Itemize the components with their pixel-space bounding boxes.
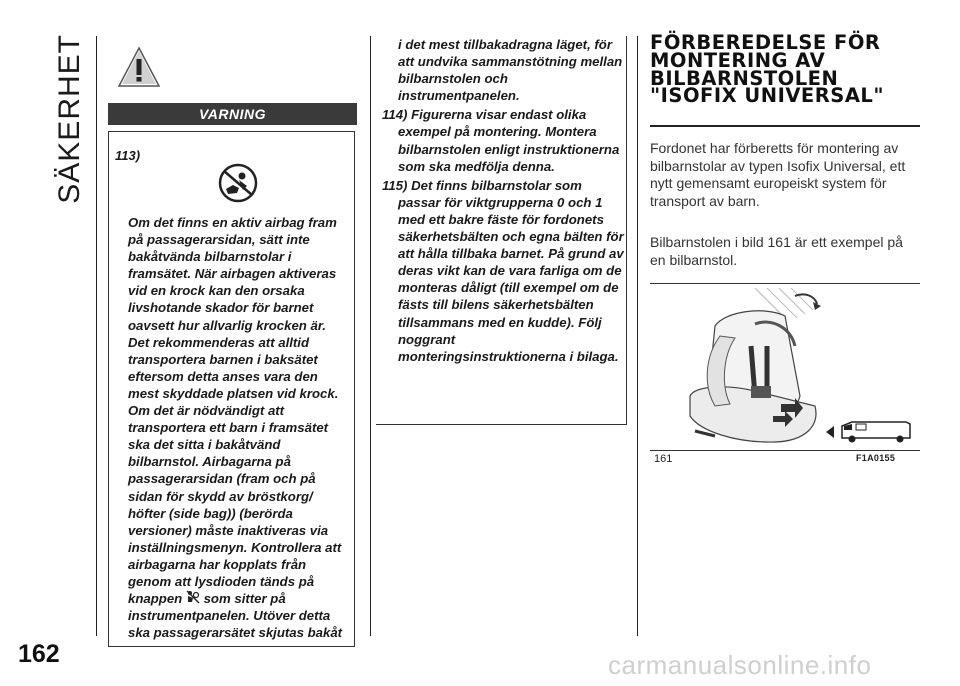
note-114 <box>382 106 624 174</box>
heading-rule <box>650 125 920 127</box>
section-title: SÄKERHET <box>53 34 86 204</box>
body-paragraph-1: Fordonet har förberetts för montering av bilbarnstolar av typen Isofix Universal, ett nytt gemensamt europeiskt system för transport av barn. <box>650 140 906 209</box>
warning-note-number: 113) <box>115 148 141 163</box>
warning-text <box>128 214 350 641</box>
warning-label: VARNING <box>108 103 357 125</box>
column-divider-2 <box>637 36 638 636</box>
note-115-text: Det finns bilbarnstolar som passar för viktgrupperna 0 och 1 med ett bakre fäste för fordonets säkerhetsbälten och egna bälten för att hålla tillbaka barnet. På grund av deras vikt kan de vara farliga om de monteras dåligt (till exempel om de fästs till bilens säkerhetsbälten tillsammans med en kudde). Följ noggrant monteringsinstruktionerna i bilaga. <box>398 177 624 364</box>
page-number: 162 <box>18 640 60 668</box>
warning-text-part2: som sitter på instrumentpanelen. Utöver detta ska passagerarsätet skjutas bakåt <box>128 591 343 641</box>
body-paragraph-2: Bilbarnstolen i bild 161 är ett exempel på en bilbarnstol. <box>650 234 903 268</box>
column-divider-1 <box>370 36 371 636</box>
margin-divider <box>96 36 97 636</box>
note-114-text: Figurerna visar endast olika exempel på montering. Montera bilbarnstolen enligt instruktionerna som ska medfölja denna. <box>398 107 620 174</box>
warning-triangle-icon <box>117 46 161 88</box>
note-continuation: i det mest tillbakadragna läget, för att undvika sammanstötning mellan bilbarnstolen och instrumentpanelen. <box>398 37 623 104</box>
note-115 <box>382 177 624 365</box>
section-tab <box>50 34 90 204</box>
note-114-number: 114) <box>382 107 408 123</box>
figure-number: 161 <box>654 453 673 465</box>
figure-bottom-rule <box>650 450 920 451</box>
warning-text-part1: Om det finns en aktiv airbag fram på passagerarsidan, sätt inte bakåtvända bilbarnstolar i framsätet. När airbagen aktiveras vid en krock kan den orsaka livshotande skador för barnet oavsett hur allvarlig krocken är. Det rekommenderas att alltid transportera barnen i baksätet eftersom detta anses vara den mest skyddade platsen vid krock. Om det är nödvändigt att transportera ett barn i framsätet ska det sitta i bakåtvänd bilbarnstol. Airbagarna på passagerarsidan (fram och på sidan för skydd av bröstkorg/ höfter (side bag)) (berörda versioner) måste inaktiveras via inställningsmenyn. Kontrollera att airbagarna har kopplats från genom att lysdioden tänds på knappen <box>128 215 342 607</box>
notes-column <box>382 36 624 365</box>
section-heading: FÖRBEREDELSE FÖR MONTERING AV BILBARNSTOLEN "ISOFIX UNIVERSAL" <box>650 31 884 108</box>
watermark: carmanualsonline.info <box>608 650 872 680</box>
van-side-icon <box>826 420 918 444</box>
airbag-off-icon <box>215 163 261 203</box>
passenger-airbag-off-icon <box>186 590 200 604</box>
figure-top-rule <box>650 283 920 284</box>
note-115-number: 115) <box>382 177 408 193</box>
figure-code: F1A0155 <box>856 453 896 463</box>
